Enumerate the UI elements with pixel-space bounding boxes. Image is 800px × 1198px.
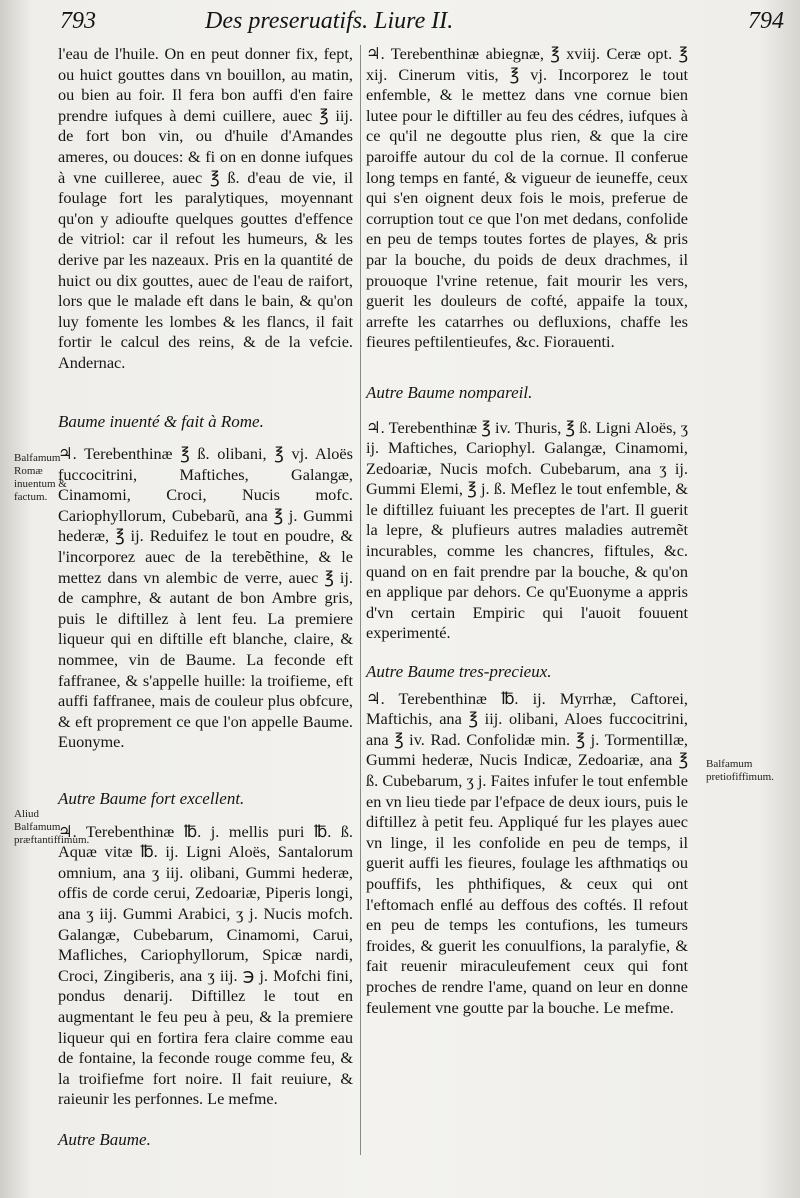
left-paragraph-3: ♃. Terebenthinæ ℔. j. mellis puri ℔. ß. Aquæ vitæ ℔. ij. Ligni Aloës, Santalorum omnium, ana ʒ iij. olibani, Gummi hederæ, offis de corde cerui, Zedoariæ, Piperis longi, ana ʒ iij. Gummi Arabici, ʒ j. Nucis mofch. Galangæ, Cubebarum, Cinamomi, Carui, Mafliches, Cariophyllorum, Spicæ nardi, Croci, Zingiberis, ana ʒ iij. ℈ j. Mofchi fini, pondus denarij. Diftillez le tout en augmentant le feu peu à peu, & la premiere liqueur qui en fortira fera claire comme eau de fontaine, la feconde rouge comme feu, & la troifiefme fort noire. Il fait reuiure, & raieunir les perfonnes. Le mefme. bbox=[58, 821, 353, 1109]
margin-note-3: Balfamum pretiofiffimum. bbox=[706, 758, 774, 783]
column-divider bbox=[360, 45, 361, 1155]
right-paragraph-2: ♃. Terebenthinæ ℥ iv. Thuris, ℥ ß. Ligni Aloës, ʒ ij. Maftiches, Cariophyl. Galangæ, Cinamomi, Zedoariæ, Nucis mofch. Cubebarum, ana ʒ ij. Gummi Elemi, ℥ j. ß. Meflez le tout enfemble, & le diftillez fuiuant les preceptes de l'art. Il guerit la lepre, & plufieurs autres maladies autremẽt incurables, comme les chancres, fiftules, &c. quand on en fait prendre par la bouche, & qu'on en applique par dehors. Ce qu'Euonyme a appris d'vn certain Empiric qui l'auoit fouuent experimenté. bbox=[366, 417, 688, 643]
right-heading-1: Autre Baume nompareil. bbox=[366, 382, 533, 402]
right-heading-2: Autre Baume tres-precieux. bbox=[366, 662, 552, 682]
page-number-left: 793 bbox=[60, 8, 96, 34]
right-paragraph-3: ♃. Terebenthinæ ℔. ij. Myrrhæ, Caftorei, Maftichis, ana ℥ iij. olibani, Aloes fuccocitrini, ana ℥ iv. Rad. Confolidæ min. ℥ j. Tormentillæ, Gummi hederæ, Nucis Indicæ, Zedoariæ, ana ℥ ß. Cubebarum, ʒ j. Faites infufer le tout enfemble en vn lieu tiede par l'efpace de deux iours, puis le diftillez à petit feu. Appliqué fur les playes auec vn linge, il les confolide en peu de temps, il guerit auffi les fieures, foulage les afthmatiqs ou pouffifs, les phthifiques, & ceux qui ont l'eftomach enflé au deffous des coftés. Il refout en peu de temps les contufions, les tumeurs froides, & guerit les conuulfions, la paralyfie, & fait reuenir miraculeufement ceux qui font proches de rendre l'ame, quand on leur en donne feulement vne goutte par la bouche. Le mefme. bbox=[366, 688, 688, 1017]
running-title: Des preseruatifs. Liure II. bbox=[205, 8, 454, 34]
left-paragraph-1: l'eau de l'huile. On en peut donner fix, fept, ou huict gouttes dans vn bouillon, au matin, ou bien au foir. Il fera bon auffi d'en faire prendre iufques à demi cuillere, auec ℥ iij. de fort bon vin, ou d'huile d'Amandes ameres, ou douces: & fi on en donne iufques à vne cuilleree, auec ℥ ß. d'eau de vie, il foulage fort les paralytiques, moyennant qu'on y adioufte quelques gouttes d'effence de vitriol: car il refout les humeurs, & les derive par les nazeaux. Pris en la quantité de huict ou dix gouttes, auec de l'eau de raifort, lors que le malade eft dans le bain, & qu'on luy fomente les lombes & les flancs, il fait fortir le calcul des reins, & de la vefcie. Andernac. bbox=[58, 44, 353, 372]
right-paragraph-1: ♃. Terebenthinæ abiegnæ, ℥ xviij. Ceræ opt. ℥ xij. Cinerum vitis, ℥ vj. Incorporez le tout enfemble, & le mettez dans vne cornue bien lutee pour le diftiller au feu des cédres, iufques à ce qu'il ne degoutte plus rien, & que la cire paroiffe autour du col de la cornue. Il conferue long temps en fanté, & vigueur de ieuneffe, ceux qui s'en oignent deux fois le mois, preferue de corruption tout ce que l'on met dedans, confolide en peu de temps toutes fortes de playes, & pris par la bouche, du poids de deux drachmes, il prouoque l'vrine retenue, fait mourir les vers, guerit les douleurs de cofté, appaife la toux, arrefte les catarrhes ou defluxions, chaffe les fieures peftilentieufes, &c. Fiorauenti. bbox=[366, 44, 688, 352]
left-column bbox=[58, 44, 353, 1151]
left-heading-2: Autre Baume fort excellent. bbox=[58, 789, 245, 808]
margin-note-2: Aliud Balfamum præftantiffimum. bbox=[14, 808, 90, 846]
page-number-right: 794 bbox=[748, 8, 784, 34]
left-heading-1: Baume inuenté & fait à Rome. bbox=[58, 411, 264, 431]
right-column bbox=[366, 44, 688, 1018]
margin-note-1: Balfamum Romæ inuentum & factum. bbox=[14, 452, 67, 503]
left-paragraph-2: ♃. Terebenthinæ ℥ ß. olibani, ℥ vj. Aloës fuccocitrini, Maftiches, Galangæ, Cinamomi, Croci, Nucis mofc. Cariophyllorum, Cubebarũ, ana ℥ j. Gummi hederæ, ℥ ij. Reduifez le tout en poudre, & l'incorporez auec de la terebẽthine, & le mettez dans vn alembic de verre, auec ℥ ij. de camphre, & autant de bon Ambre gris, puis le diftillez à lent feu. La premiere liqueur qui en diftille eft blanche, claire, & nommee, vin de Baume. La feconde eft faffranee, & s'appelle huille: la troifieme, eft auffi faffranee, mais de couleur plus obfcure, & eft proprement ce que l'on appelle Baume. Euonyme. bbox=[58, 444, 353, 752]
left-heading-3: Autre Baume. bbox=[58, 1129, 151, 1149]
